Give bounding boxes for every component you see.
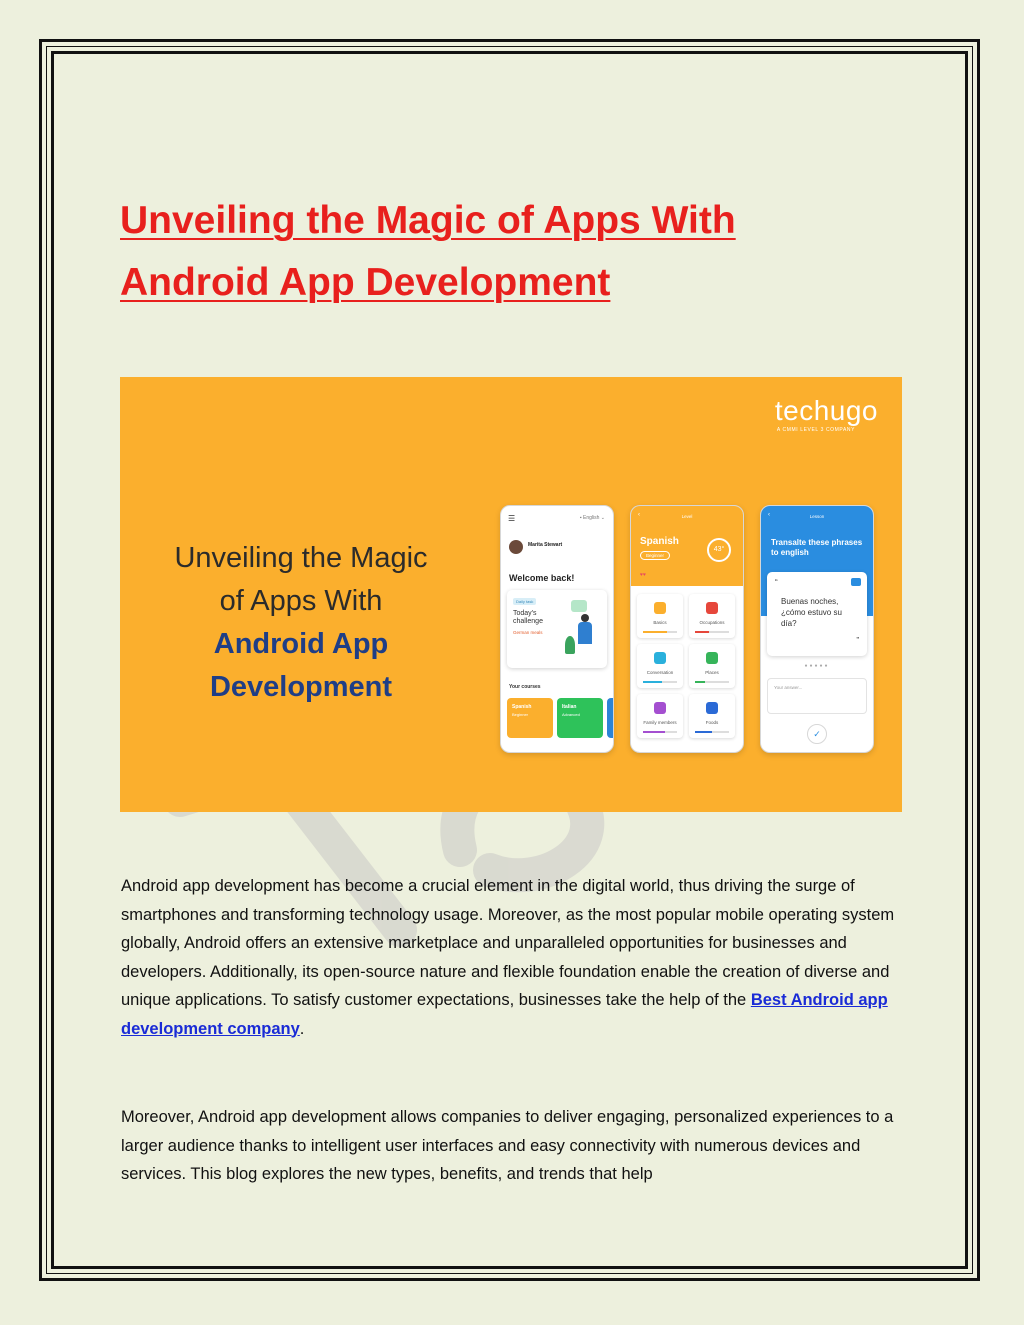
answer-placeholder: Your answer... [774,685,803,690]
lesson-prompt: Transalte these phrases to english [771,538,863,557]
hearts-icon: ♥♥ [640,572,646,578]
answer-input[interactable] [767,678,867,714]
flag-icon: ▪ [579,515,582,521]
language-title: Spanish [640,536,679,547]
back-arrow-icon: ‹ [768,512,770,518]
title-line-1: Unveiling the Magic of Apps With [120,199,736,242]
course-name: Italian [562,704,577,710]
language-label: English [583,515,600,521]
paragraph-1-end: . [299,1019,305,1038]
level-pill: Beginner [640,551,670,560]
course-card-spanish [507,698,553,738]
score-value: 43 [713,546,722,553]
person-illustration-icon [565,600,601,658]
logo-wordmark: techugo [774,395,878,426]
course-card-italian [557,698,603,738]
courses-label: Your courses [509,684,541,690]
brand-logo [775,395,878,433]
best-android-company-link[interactable]: Best Android app development company [121,991,888,1038]
avatar [509,540,523,554]
challenge-card [507,590,607,668]
headline-line-2: of Apps With [219,585,383,617]
paragraph-1 [121,872,911,1043]
phrase-card [767,572,867,656]
tile-places: Places [689,644,735,688]
quote-open-icon: “ [775,578,778,587]
user-name: Marita Stewart [528,542,563,548]
challenge-title: Today's challenge [513,610,543,625]
course-level: Beginner [512,712,529,717]
screen-header: Level [681,514,693,519]
paragraph-1-text: Android app development has become a crucial element in the digital world, thus driving the surge of smartphones and transforming technology usage. Moreover, as the most popular mobile operating system globally, Android offers an extensive marketplace and unparalleled opportunities for businesses and developers. Additionally, its open-source nature and flexible foundation enable the creation of diverse and unique applications. To satisfy customer expectations, businesses take the help of the [121,877,895,1009]
welcome-greeting: Welcome back! [509,573,575,583]
back-arrow-icon: ‹ [638,512,640,518]
challenge-subtitle: German meals [513,630,543,635]
speech-bubble-icon [851,578,861,586]
challenge-tag: Daily task [513,598,536,605]
headline-line-1: Unveiling the Magic [174,542,428,574]
tile-occupations: Occupations [689,594,735,638]
document-title [120,190,880,314]
check-button[interactable]: ✓ [807,724,827,744]
tile-conversation: Conversation [637,644,683,688]
screen-header: Lesson [809,514,825,519]
phone-mockup-home [500,505,614,753]
hero-headline [142,537,460,709]
headline-line-3: Android App [213,628,389,660]
phone-mockup-lesson [760,505,874,753]
score-ring: 43° [707,538,731,562]
phone-mockup-level [630,505,744,753]
menu-icon: ☰ [508,514,516,523]
headline-line-4: Development [209,671,393,703]
language-selector: ▪ English ⌄ [579,515,605,521]
hero-banner [120,377,902,812]
tile-family-members: Family members [637,694,683,738]
logo-tagline: A CMMI LEVEL 3 COMPANY [776,427,856,433]
pager-dots-icon: ●●●●● [804,663,830,669]
phrase-text: Buenas noches, ¿cómo estuvo su día? [781,597,842,628]
tile-basics: Basics [637,594,683,638]
course-name: Spanish [512,704,532,710]
course-card-partial [607,698,614,738]
paragraph-2: Moreover, Android app development allows companies to deliver engaging, personalized experiences to a larger audience thanks to intelligent user interfaces and easy connectivity with numerous devices and services. This blog explores the new types, benefits, and trends that help [121,1108,894,1183]
course-level: Advanced [562,712,580,717]
quote-close-icon: ” [856,636,859,645]
tile-foods: Foods [689,694,735,738]
title-line-2: Android App Development [120,261,611,304]
